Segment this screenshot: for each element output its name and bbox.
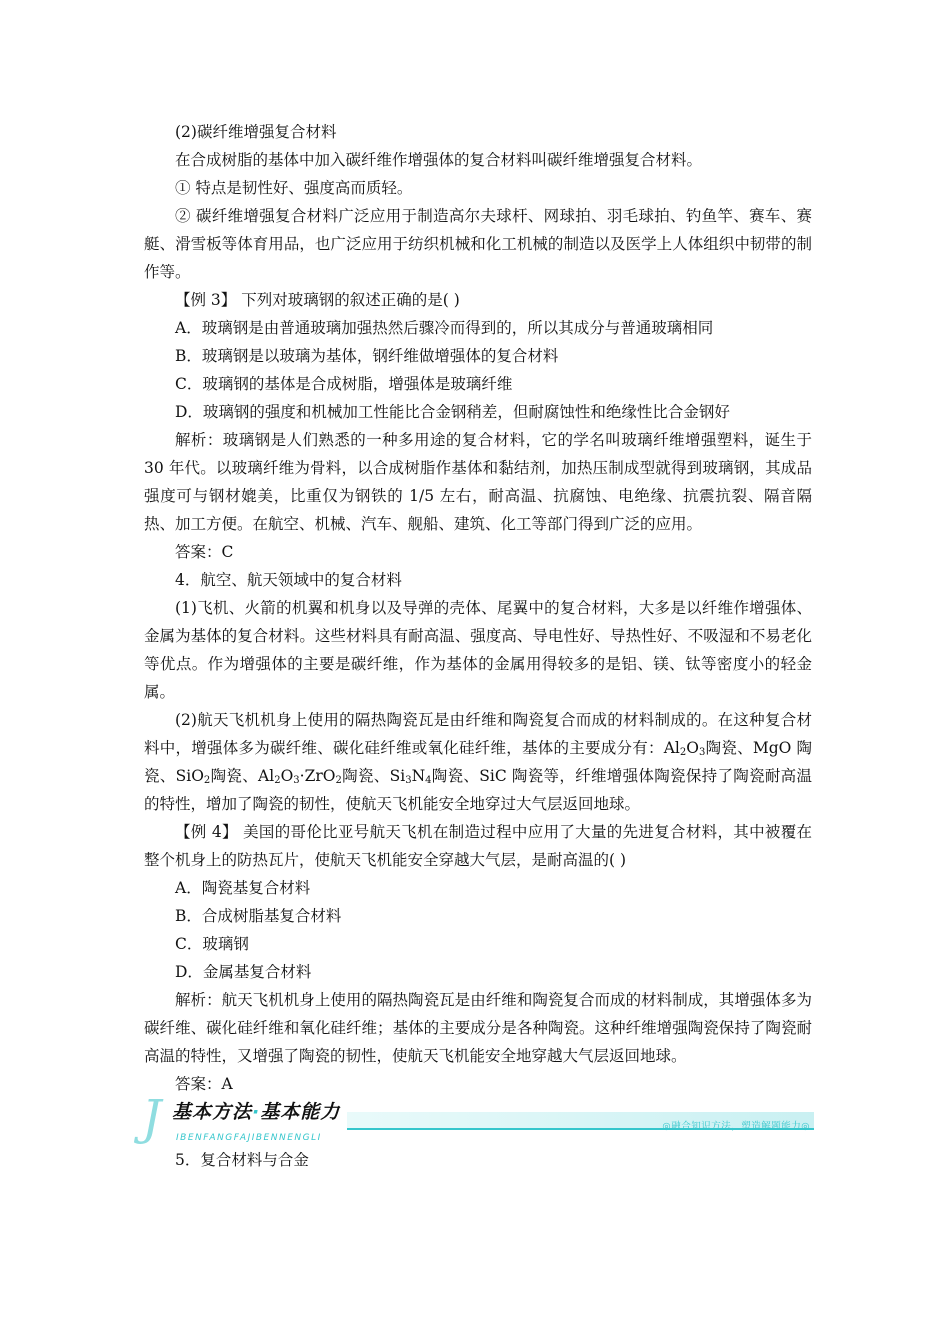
section-heading: 5．复合材料与合金 [175,1151,309,1169]
paragraph: 在合成树脂的基体中加入碳纤维作增强体的复合材料叫碳纤维增强复合材料。 [175,151,703,169]
option-d: D．玻璃钢的强度和机械加工性能比合金钢稍差，但耐腐蚀性和绝缘性比合金钢好 [175,403,730,421]
section-heading: (2)碳纤维增强复合材料 [175,123,337,141]
paragraph-with-formulas: (2)航天飞机机身上使用的隔热陶瓷瓦是由纤维和陶瓷复合而成的材料制成的。在这种复合材料中，增强体多为碳纤维、碳化硅纤维或氧化硅纤维，基体的主要成分有：$Al_2O_3$陶瓷、MgO 陶瓷、SiO$_2$陶瓷、$Al_2O_3\cdot ZrO_2$陶瓷、$Si_3N_4$陶瓷、SiC 陶瓷等，纤维增强体陶瓷保持了陶瓷耐高温的特性，增加了陶瓷的韧性，使航天飞机能安全地穿过大气层返回地球。 [144,711,812,813]
option-b: B．合成树脂基复合材料 [175,907,342,925]
section-banner [142,1090,814,1146]
option-d: D．金属基复合材料 [175,963,312,981]
answer: 答案：A [175,1075,233,1093]
paragraph: (1)飞机、火箭的机翼和机身以及导弹的壳体、尾翼中的复合材料，大多是以纤维作增强体、金属为基体的复合材料。这些材料具有耐高温、强度高、导电性好、导热性好、不吸湿和不易老化等优点。作为增强体的主要是碳纤维，作为基体的金属用得较多的是铝、镁、钛等密度小的轻金属。 [144,599,812,701]
banner-slogan: ◎融合知识方法，塑造解题能力◎ [662,1121,810,1132]
example-question: 【例 3】 下列对玻璃钢的叙述正确的是( ) [175,291,460,309]
analysis: 解析：航天飞机机身上使用的隔热陶瓷瓦是由纤维和陶瓷复合而成的材料制成，其增强体多为碳纤维、碳化硅纤维和氧化硅纤维；基体的主要成分是各种陶瓷。这种纤维增强陶瓷保持了陶瓷耐高温的特性，又增强了陶瓷的韧性，使航天飞机能安全地穿越大气层返回地球。 [144,991,812,1065]
document-body [144,118,812,1174]
option-c: C．玻璃钢 [175,935,249,953]
example-question: 【例 4】 美国的哥伦比亚号航天飞机在制造过程中应用了大量的先进复合材料，其中被覆在整个机身上的防热瓦片，使航天飞机能安全穿越大气层，是耐高温的( ) [144,823,812,869]
option-c: C．玻璃钢的基体是合成树脂，增强体是玻璃纤维 [175,375,513,393]
answer: 答案：C [175,543,234,561]
analysis: 解析：玻璃钢是人们熟悉的一种多用途的复合材料，它的学名叫玻璃纤维增强塑料，诞生于 30 年代。以玻璃纤维为骨料，以合成树脂作基体和黏结剂，加热压制成型就得到玻璃钢，其成品强度可与钢材媲美，比重仅为钢铁的 1/5 左右，耐高温、抗腐蚀、电绝缘、抗震抗裂、隔音隔热、加工方便。在航空、机械、汽车、舰船、建筑、化工等部门得到广泛的应用。 [144,431,812,533]
option-a: A．玻璃钢是由普通玻璃加强热然后骤冷而得到的，所以其成分与普通玻璃相同 [175,319,714,337]
paragraph: ① 特点是韧性好、强度高而质轻。 [175,179,413,197]
option-a: A．陶瓷基复合材料 [175,879,311,897]
banner-pinyin: IBENFANGFAJIBENNENGLI [176,1133,322,1143]
banner-title: 基本方法·基本能力 [172,1101,341,1123]
section-heading: 4．航空、航天领域中的复合材料 [175,571,402,589]
paragraph: ② 碳纤维增强复合材料广泛应用于制造高尔夫球杆、网球拍、羽毛球拍、钓鱼竿、赛车、赛艇、滑雪板等体育用品，也广泛应用于纺织机械和化工机械的制造以及医学上人体组织中韧带的制作等。 [144,207,812,281]
option-b: B．玻璃钢是以玻璃为基体，钢纤维做增强体的复合材料 [175,347,559,365]
banner-letter: J [142,1090,162,1146]
